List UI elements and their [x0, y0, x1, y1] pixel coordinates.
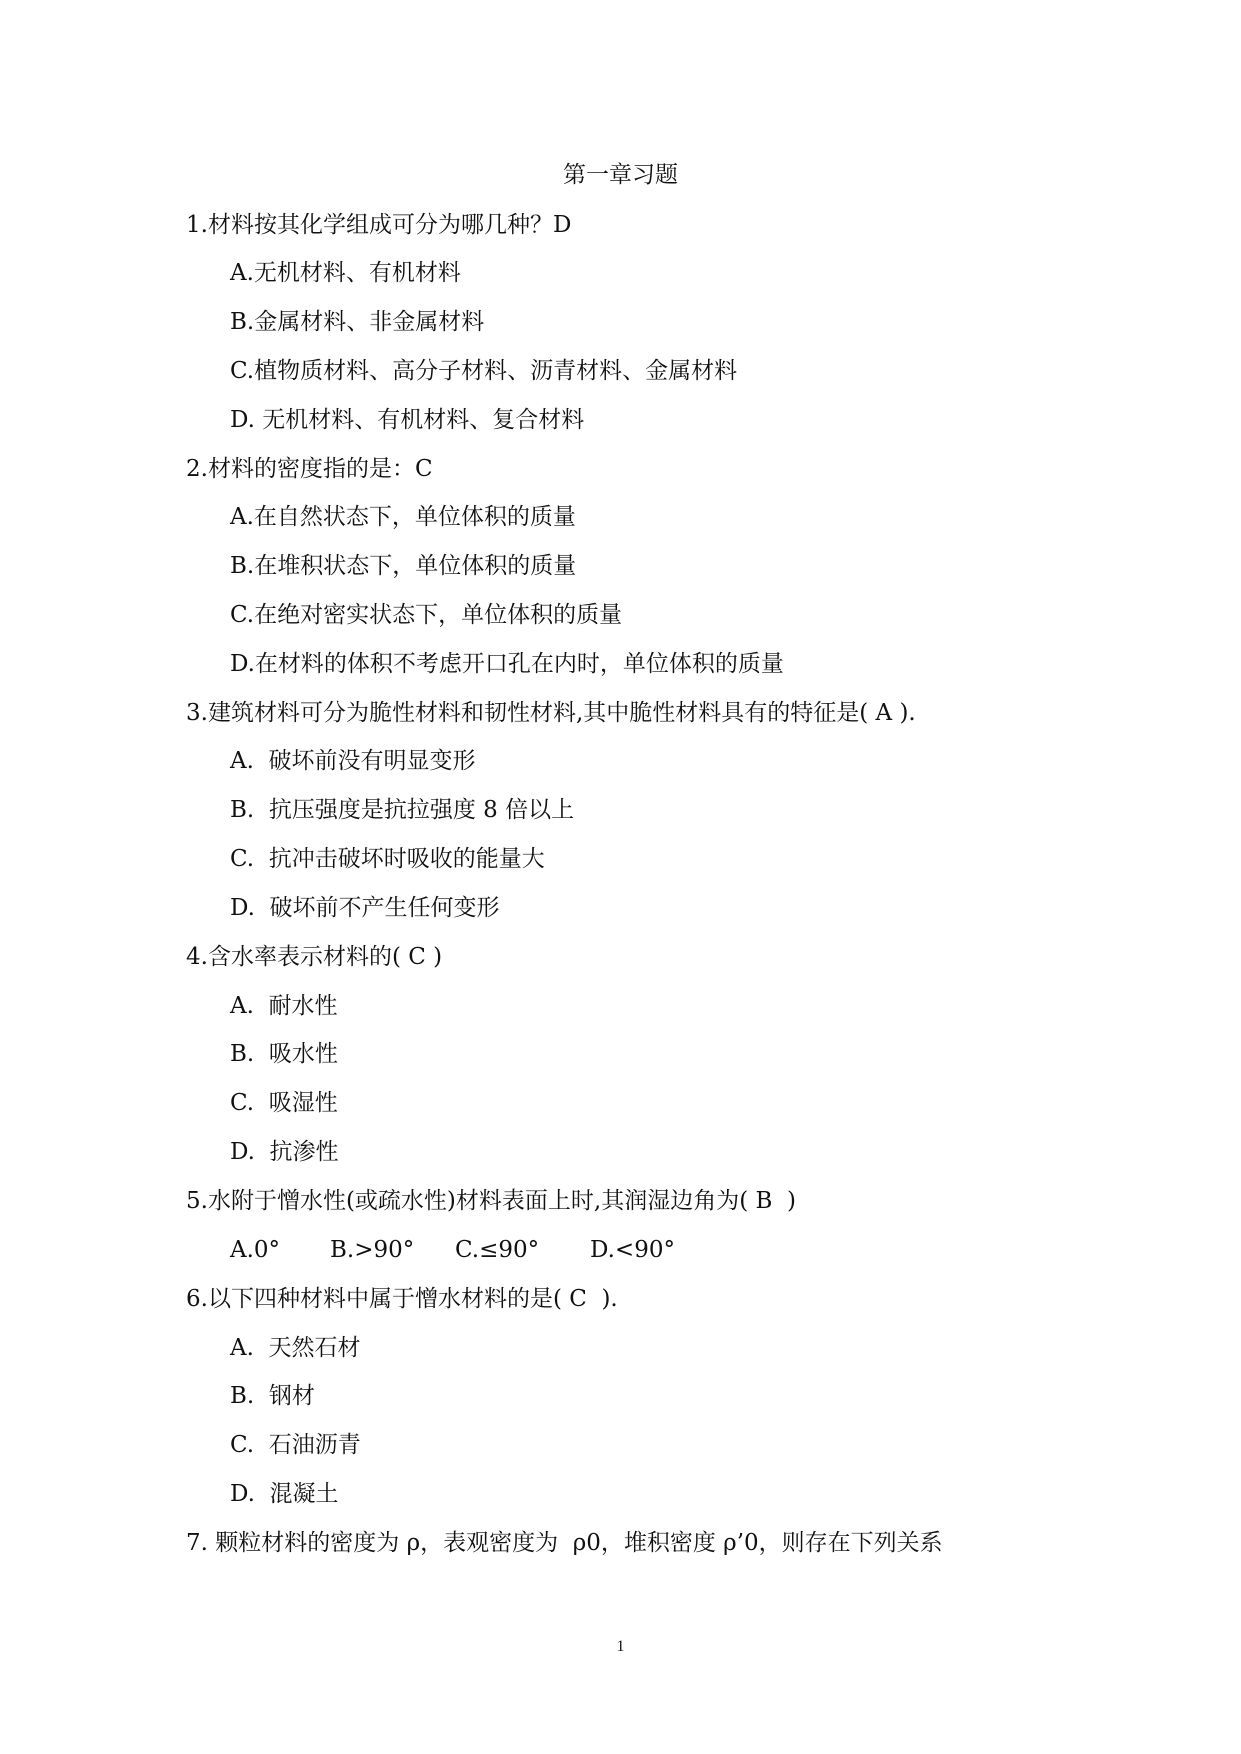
question-7-stem: 7. 颗粒材料的密度为 ρ，表观密度为 ρ0，堆积密度 ρ’0，则存在下列关系: [186, 1530, 943, 1556]
question-5-option-c: C.≤90°: [455, 1237, 540, 1263]
question-3-option-d: D. 破坏前不产生任何变形: [230, 895, 500, 921]
question-5-option-a: A.0°: [230, 1237, 281, 1263]
question-2-stem: 2.材料的密度指的是：C: [186, 456, 433, 482]
question-5-option-d: D.<90°: [590, 1237, 675, 1263]
page-title: 第一章习题: [563, 162, 678, 188]
question-3-option-b: B. 抗压强度是抗拉强度 8 倍以上: [230, 797, 575, 823]
question-5-stem: 5.水附于憎水性(或疏水性)材料表面上时,其润湿边角为( B ): [186, 1188, 796, 1214]
question-1-option-c: C.植物质材料、高分子材料、沥青材料、金属材料: [230, 358, 738, 384]
question-1-option-b: B.金属材料、非金属材料: [230, 309, 485, 335]
question-6-option-c: C. 石油沥青: [230, 1432, 361, 1458]
question-4-option-a: A. 耐水性: [230, 993, 338, 1019]
question-6-stem: 6.以下四种材料中属于憎水材料的是( C ).: [186, 1286, 618, 1312]
question-4-option-b: B. 吸水性: [230, 1041, 338, 1067]
question-1-stem: 1.材料按其化学组成可分为哪几种？D: [186, 212, 572, 238]
question-6-option-b: B. 钢材: [230, 1383, 315, 1409]
question-3-option-c: C. 抗冲击破坏时吸收的能量大: [230, 846, 545, 872]
question-4-stem: 4.含水率表示材料的( C ): [186, 944, 443, 970]
question-2-option-c: C.在绝对密实状态下，单位体积的质量: [230, 602, 623, 628]
question-3-option-a: A. 破坏前没有明显变形: [230, 748, 476, 774]
question-3-stem: 3.建筑材料可分为脆性材料和韧性材料,其中脆性材料具有的特征是( A ).: [186, 700, 916, 726]
question-5-option-b: B.>90°: [330, 1237, 415, 1263]
page-number: 1: [616, 1638, 625, 1655]
question-2-option-a: A.在自然状态下，单位体积的质量: [230, 504, 576, 530]
question-4-option-c: C. 吸湿性: [230, 1090, 338, 1116]
question-2-option-b: B.在堆积状态下，单位体积的质量: [230, 553, 577, 579]
question-1-option-a: A.无机材料、有机材料: [230, 260, 461, 286]
question-2-option-d: D.在材料的体积不考虑开口孔在内时，单位体积的质量: [230, 651, 784, 677]
question-6-option-d: D. 混凝土: [230, 1481, 339, 1507]
question-4-option-d: D. 抗渗性: [230, 1139, 339, 1165]
question-6-option-a: A. 天然石材: [230, 1335, 361, 1361]
question-1-option-d: D. 无机材料、有机材料、复合材料: [230, 407, 585, 433]
